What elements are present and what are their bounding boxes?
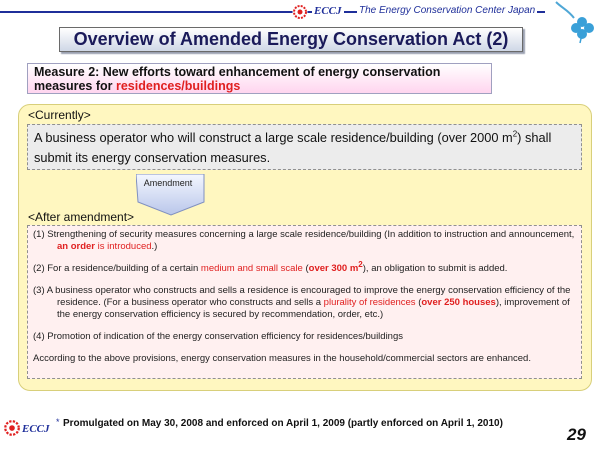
measure-text: Measure 2: New efforts toward enhancement of energy conservation measures for	[34, 65, 441, 93]
header-organization: The Energy Conservation Center Japan	[359, 5, 536, 16]
after-item-1-highlight-bold: an order	[57, 241, 96, 252]
after-item-2-text: (2) For a residence/building of a certain	[33, 263, 201, 274]
after-item-1-end: .)	[151, 241, 158, 252]
after-conclusion: According to the above provisions, energy conservation measures in the household/commercial sectors are enhanced.	[33, 353, 531, 364]
after-item-2-end: ), an obligation to submit is added.	[362, 263, 508, 274]
after-amendment-box	[27, 225, 582, 379]
after-item-2-sup: 2	[358, 259, 363, 269]
after-item-2-highlight: medium and small scale	[200, 263, 303, 274]
currently-text-after: ) shall submit its energy conservation measures.	[34, 130, 552, 165]
measure-heading	[27, 63, 492, 94]
after-amendment-label: <After amendment>	[28, 210, 135, 224]
eccj-sun-logo-icon	[292, 4, 308, 20]
measure-highlight: residences/buildings	[115, 79, 241, 93]
after-item-3-mid: (	[415, 297, 422, 308]
currently-label: <Currently>	[28, 108, 91, 122]
after-item-4: (4) Promotion of indication of the energy conservation efficiency for residences/buildings	[33, 331, 403, 342]
header-eccj-mark: ECCJ	[314, 5, 342, 17]
after-item-3-highlight: plurality of residences	[323, 297, 416, 308]
footer-eccj-mark: ECCJ	[22, 423, 50, 435]
after-item-2	[33, 259, 576, 275]
after-item-3-text: (3) A business operator who constructs and sells a residence is encouraged to improve the energy conservation efficiency of the residence. (For a business operator who constructs and sells a	[33, 285, 571, 308]
after-item-1-highlight: is introduced	[95, 241, 152, 252]
footer-star-icon: *	[56, 417, 60, 427]
after-item-3-highlight-bold: over 250 houses	[421, 297, 496, 308]
currently-sup: 2	[512, 129, 518, 139]
after-item-1	[33, 229, 576, 253]
after-item-1-text: (1) Strengthening of security measures concerning a large scale residence/building (In addition to instruction and announcement,	[33, 229, 575, 240]
page-title: Overview of Amended Energy Conservation Act (2)	[59, 27, 523, 52]
currently-text-before: A business operator who will construct a large scale residence/building (over 2000 m	[34, 130, 513, 145]
footer-sun-logo-icon	[3, 419, 21, 437]
after-item-3-end: ), improvement of the energy conservation efficiency is secured by recommendation, order, etc.)	[57, 297, 570, 320]
clover-logo-icon	[552, 0, 597, 45]
after-item-2-highlight-bold: over 300 m	[308, 263, 359, 274]
currently-box	[27, 124, 582, 170]
footer-note: Promulgated on May 30, 2008 and enforced on April 1, 2009 (partly enforced on April 1, 2010)	[63, 418, 503, 429]
amendment-arrow-label: Amendment	[143, 178, 193, 188]
page-number: 29	[567, 425, 586, 444]
after-item-2-mid: (	[302, 263, 309, 274]
after-item-3	[33, 285, 576, 321]
